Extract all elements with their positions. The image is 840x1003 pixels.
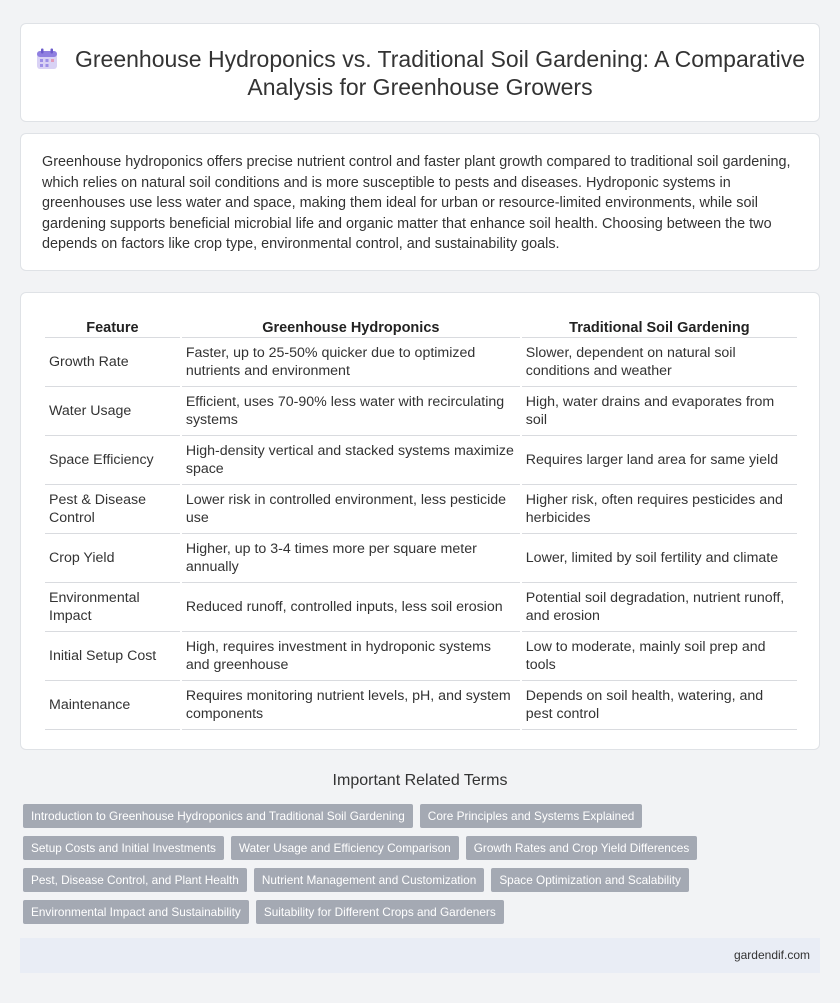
comparison-table bbox=[43, 318, 799, 730]
feature-cell: Space Efficiency bbox=[45, 436, 180, 485]
feature-cell: Crop Yield bbox=[45, 534, 180, 583]
table-row bbox=[45, 681, 797, 730]
tag-row bbox=[23, 868, 813, 892]
table-header-row bbox=[45, 318, 797, 338]
feature-cell: Environmental Impact bbox=[45, 583, 180, 632]
hydroponics-cell: Faster, up to 25-50% quicker due to optimized nutrients and environment bbox=[182, 338, 520, 387]
table-row bbox=[45, 387, 797, 436]
feature-cell: Pest & Disease Control bbox=[45, 485, 180, 534]
hydroponics-cell: Efficient, uses 70-90% less water with recirculating systems bbox=[182, 387, 520, 436]
related-term-tag[interactable]: Environmental Impact and Sustainability bbox=[23, 900, 249, 924]
tag-row bbox=[23, 804, 813, 828]
feature-cell: Water Usage bbox=[45, 387, 180, 436]
feature-cell: Growth Rate bbox=[45, 338, 180, 387]
table-row bbox=[45, 632, 797, 681]
table-row bbox=[45, 534, 797, 583]
feature-cell: Initial Setup Cost bbox=[45, 632, 180, 681]
related-term-tag[interactable]: Pest, Disease Control, and Plant Health bbox=[23, 868, 247, 892]
related-term-tag[interactable]: Space Optimization and Scalability bbox=[491, 868, 689, 892]
soil-cell: Potential soil degradation, nutrient runoff, and erosion bbox=[522, 583, 797, 632]
table-row bbox=[45, 338, 797, 387]
soil-cell: Slower, dependent on natural soil conditions and weather bbox=[522, 338, 797, 387]
summary-card bbox=[20, 133, 820, 271]
header-feature: Feature bbox=[45, 318, 180, 338]
header-hydroponics: Greenhouse Hydroponics bbox=[182, 318, 520, 338]
related-term-tag[interactable]: Growth Rates and Crop Yield Differences bbox=[466, 836, 698, 860]
calendar-icon bbox=[35, 48, 59, 70]
soil-cell: Depends on soil health, watering, and pest control bbox=[522, 681, 797, 730]
footer-site-link[interactable]: gardendif.com bbox=[733, 948, 810, 962]
related-term-tag[interactable]: Setup Costs and Initial Investments bbox=[23, 836, 224, 860]
table-row bbox=[45, 485, 797, 534]
related-term-tag[interactable]: Introduction to Greenhouse Hydroponics and Traditional Soil Gardening bbox=[23, 804, 413, 828]
soil-cell: High, water drains and evaporates from soil bbox=[522, 387, 797, 436]
soil-cell: Lower, limited by soil fertility and climate bbox=[522, 534, 797, 583]
hydroponics-cell: Reduced runoff, controlled inputs, less soil erosion bbox=[182, 583, 520, 632]
hydroponics-cell: Lower risk in controlled environment, less pesticide use bbox=[182, 485, 520, 534]
comparison-card bbox=[20, 292, 820, 750]
related-term-tag[interactable]: Core Principles and Systems Explained bbox=[420, 804, 643, 828]
summary-text: Greenhouse hydroponics offers precise nutrient control and faster plant growth compared to traditional soil gardening, which relies on natural soil conditions and is more susceptible to pests and diseases. Hydroponic systems in greenhouses use less water and space, making them ideal for urban or resource-limited environments, while soil gardening supports beneficial microbial life and organic matter that enhance soil health. Choosing between the two depends on factors like crop type, environmental control, and sustainability goals. bbox=[42, 154, 791, 252]
feature-cell: Maintenance bbox=[45, 681, 180, 730]
hydroponics-cell: Requires monitoring nutrient levels, pH, and system components bbox=[182, 681, 520, 730]
related-terms-list bbox=[23, 804, 813, 932]
tag-row bbox=[23, 836, 813, 860]
related-term-tag[interactable]: Suitability for Different Crops and Gardeners bbox=[256, 900, 504, 924]
related-term-tag[interactable]: Water Usage and Efficiency Comparison bbox=[231, 836, 459, 860]
soil-cell: Requires larger land area for same yield bbox=[522, 436, 797, 485]
footer bbox=[20, 938, 820, 973]
tag-row bbox=[23, 900, 813, 924]
header-soil: Traditional Soil Gardening bbox=[522, 318, 797, 338]
soil-cell: Higher risk, often requires pesticides and herbicides bbox=[522, 485, 797, 534]
title-card bbox=[20, 23, 820, 122]
hydroponics-cell: High, requires investment in hydroponic systems and greenhouse bbox=[182, 632, 520, 681]
table-row bbox=[45, 583, 797, 632]
table-row bbox=[45, 436, 797, 485]
related-term-tag[interactable]: Nutrient Management and Customization bbox=[254, 868, 484, 892]
page-title-wrap bbox=[21, 45, 819, 101]
hydroponics-cell: High-density vertical and stacked systems maximize space bbox=[182, 436, 520, 485]
related-terms-heading: Important Related Terms bbox=[332, 772, 508, 789]
page-title: Greenhouse Hydroponics vs. Traditional Soil Gardening: A Comparative Analysis for Greenhouse Growers bbox=[74, 46, 805, 100]
hydroponics-cell: Higher, up to 3-4 times more per square meter annually bbox=[182, 534, 520, 583]
soil-cell: Low to moderate, mainly soil prep and tools bbox=[522, 632, 797, 681]
